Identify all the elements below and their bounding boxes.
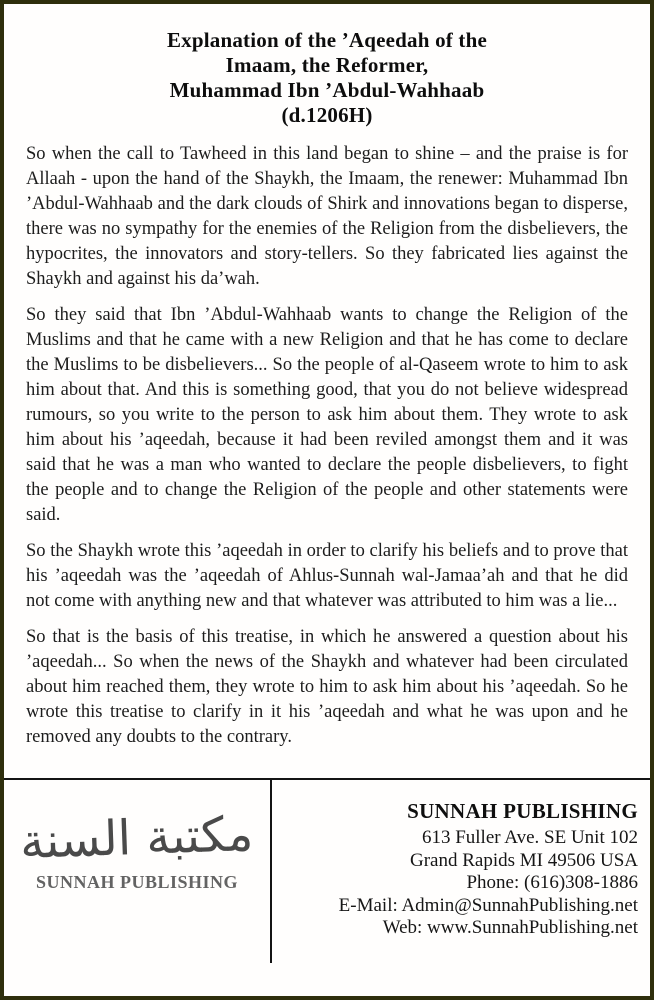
publisher-logo — [4, 780, 270, 970]
paragraph-3: So the Shaykh wrote this ’aqeedah in order to clarify his beliefs and to prove that his ’aqeedah was the ’aqeedah of Ahlus-Sunnah wal-Jamaa’ah and that he did not come with anything new and that whatever was attributed to him was a lie... — [26, 541, 628, 611]
publisher-web: Web: www.SunnahPublishing.net — [382, 917, 638, 938]
publisher-address-line-1: 613 Fuller Ave. SE Unit 102 — [421, 827, 638, 848]
page-title-line-3: Muhammad Ibn ’Abdul-Wahhaab — [169, 78, 485, 102]
body-text — [26, 142, 628, 778]
vertical-divider — [270, 780, 272, 963]
footer — [4, 778, 650, 996]
publisher-phone: Phone: (616)308-1886 — [466, 872, 638, 893]
paragraph-4: So that is the basis of this treatise, in which he answered a question about his ’aqeedah... So when the news of the Shaykh and whatever had been circulated about him reached them, they wrote to him to ask him about his ’aqeedah. So he wrote this treatise to clarify in it his ’aqeedah and what he was upon and he removed any doubts to the contrary. — [26, 627, 628, 747]
publisher-logo-caption: SUNNAH PUBLISHING — [35, 871, 239, 892]
paragraph-2: So they said that Ibn ’Abdul-Wahhaab wants to change the Religion of the Muslims and that he came with a new Religion and that he has come to declare the Muslims to be disbelievers... So the people of al-Qaseem wrote to him to ask him about that. And this is something good, that you do not believe widespread rumours, so you write to the person to ask him about them. They wrote to ask him about his ’aqeedah, because it had been reviled amongst them and it was said that he was a man who wanted to declare the people disbelievers, to fight the people and to change the Religion of the people and other statements were said. — [26, 305, 628, 525]
publisher-logo-arabic-calligraphy: مكتبة السنة — [19, 805, 255, 871]
publisher-email: E-Mail: Admin@SunnahPublishing.net — [338, 894, 638, 916]
page-title-line-2: Imaam, the Reformer, — [225, 53, 429, 77]
publisher-info — [286, 780, 638, 940]
page-title-line-4: (d.1206H) — [281, 103, 373, 127]
publisher-address-line-2: Grand Rapids MI 49506 USA — [410, 849, 638, 871]
page-title-line-1: Explanation of the ’Aqeedah of the — [166, 28, 488, 52]
paragraph-1: So when the call to Tawheed in this land began to shine – and the praise is for Allaah - upon the hand of the Shaykh, the Imaam, the renewer: Muhammad Ibn ’Abdul-Wahhaab and the dark clouds of Shirk and innovations began to disperse, there was no sympathy for the enemies of the Religion from the disbelievers, the hypocrites, the innovators and story-tellers. So they fabricated lies against the Shaykh and against his da’wah. — [26, 144, 628, 289]
title-block — [4, 28, 650, 128]
publisher-name: SUNNAH PUBLISHING — [407, 799, 638, 823]
